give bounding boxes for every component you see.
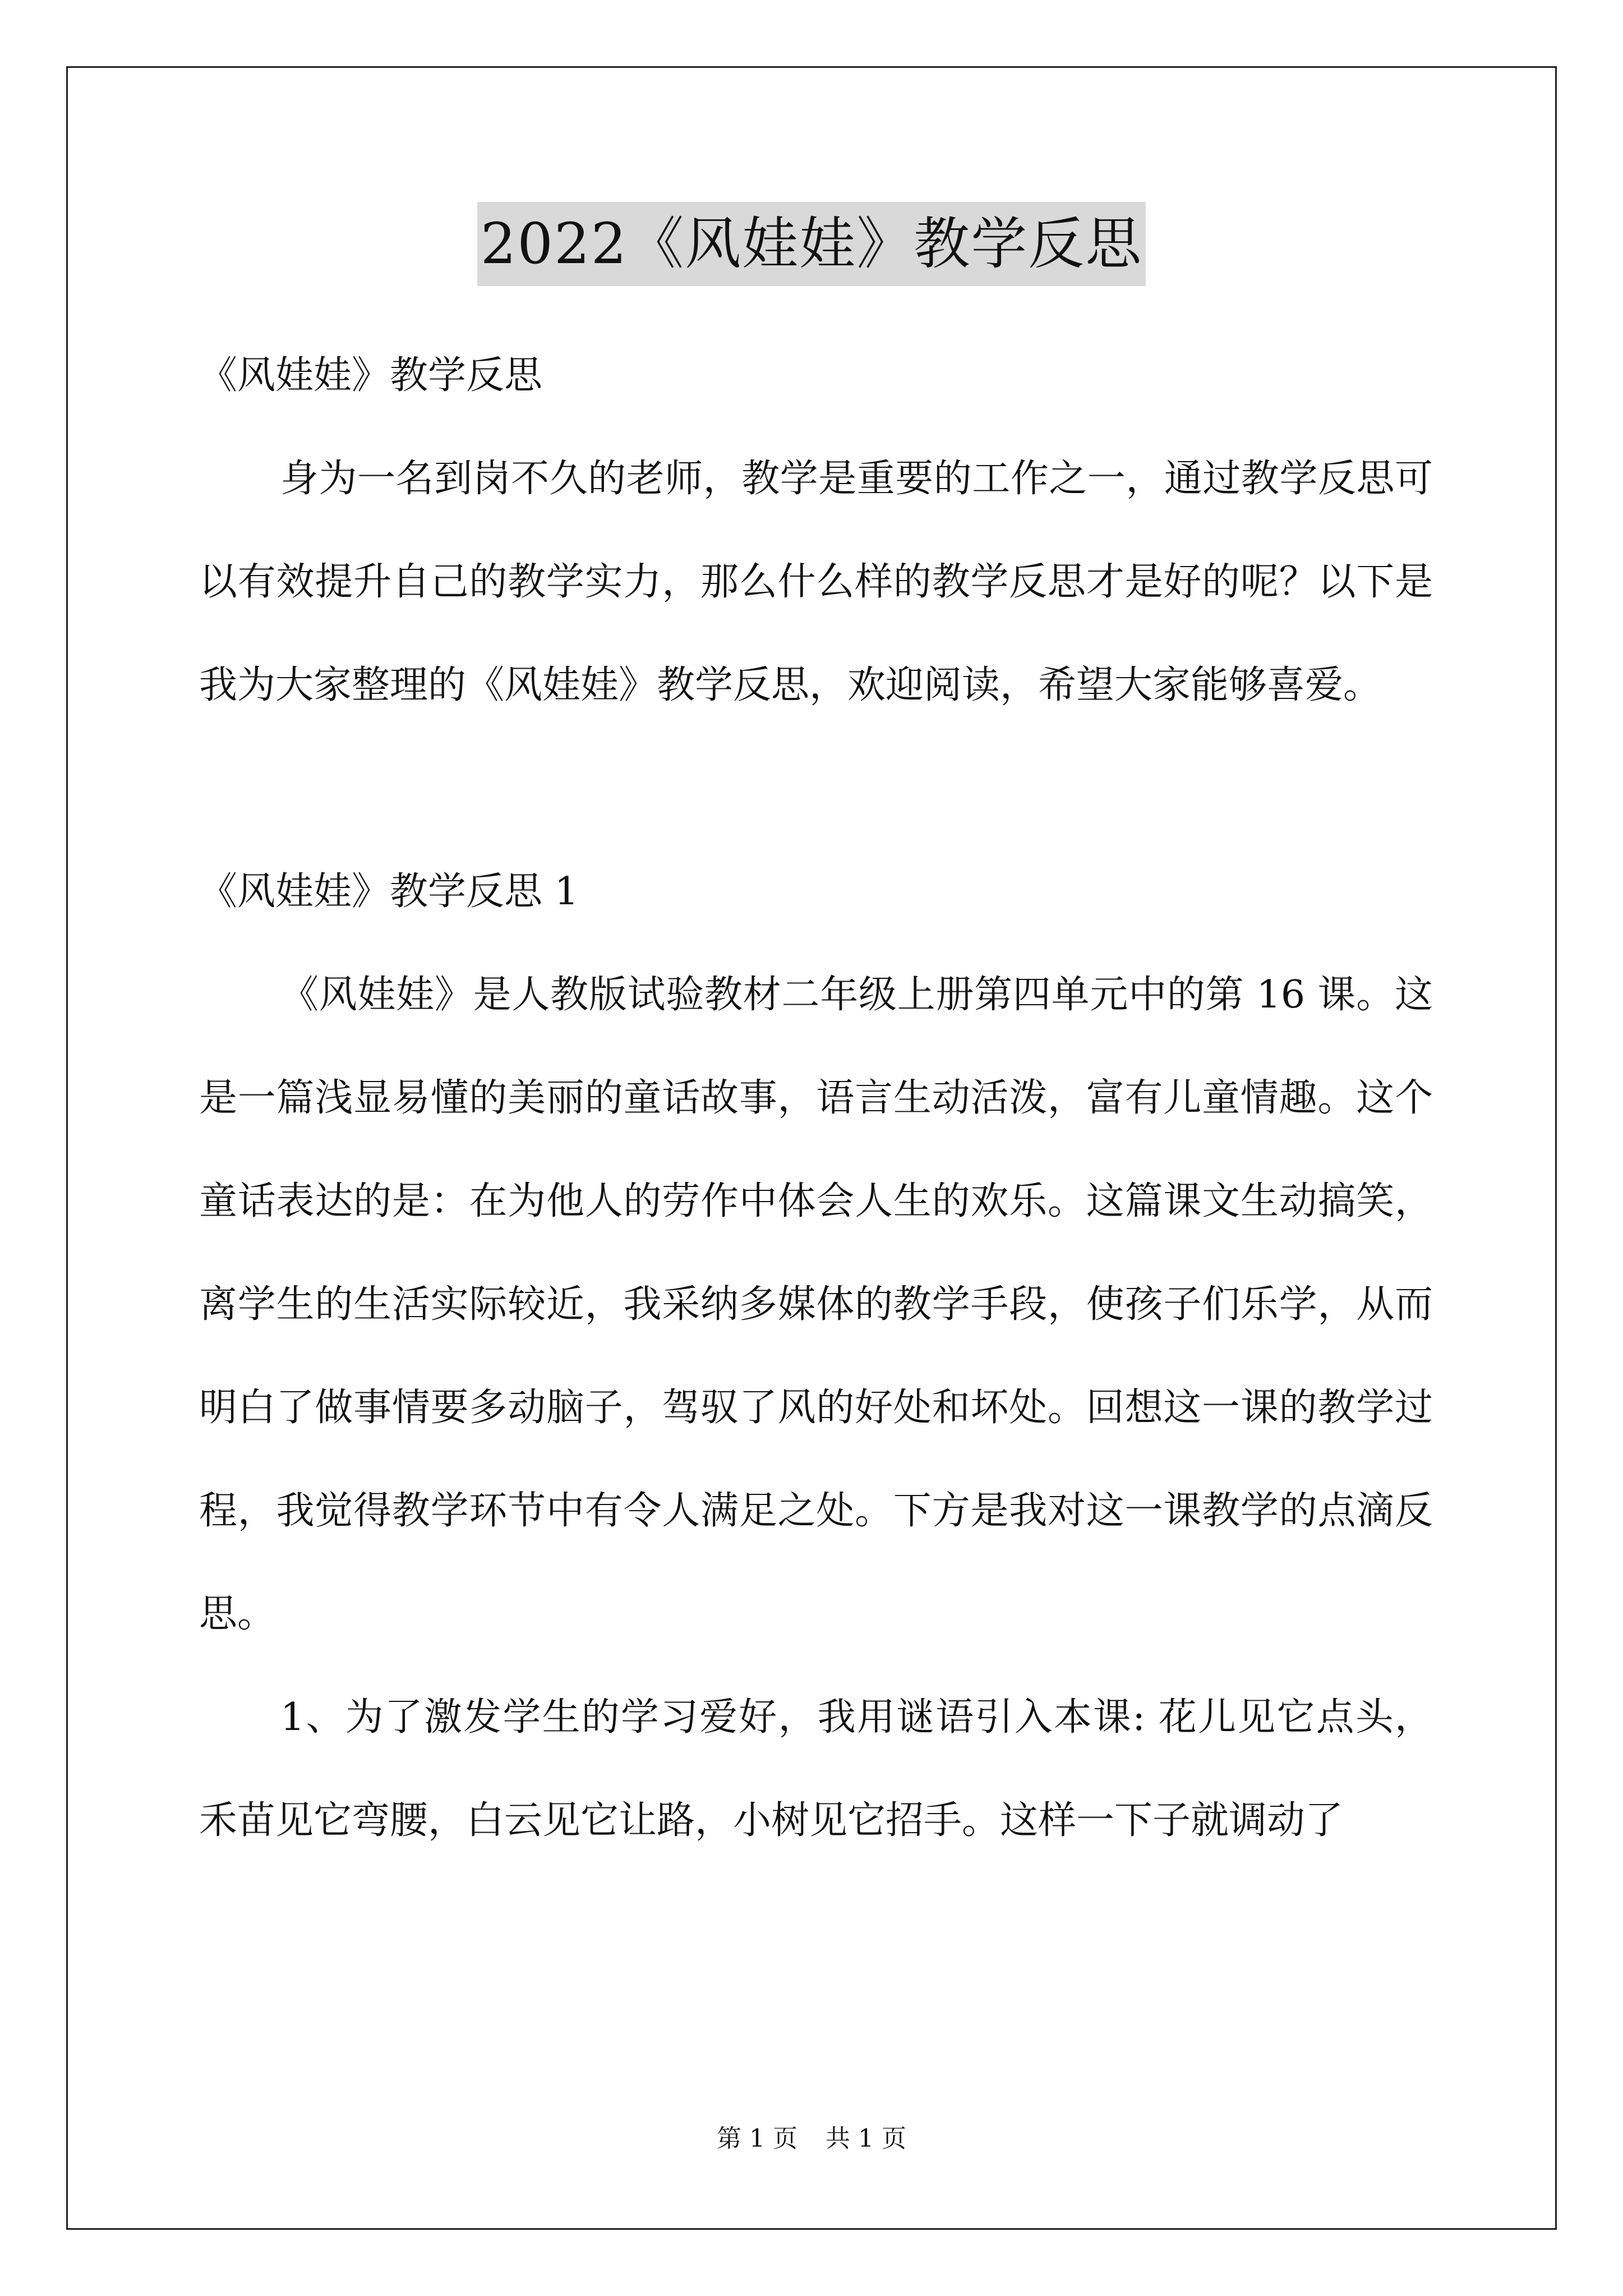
intro-paragraph: 身为一名到岗不久的老师，教学是重要的工作之一，通过教学反思可以有效提升自己的教学实力，那么什么样的教学反思才是好的呢？以下是我为大家整理的《风娃娃》教学反思，欢迎阅读，希望大家能够喜爱。 (199, 457, 1433, 707)
section-heading-intro: 《风娃娃》教学反思 (199, 353, 543, 398)
section-heading-1: 《风娃娃》教学反思 1 (199, 869, 579, 914)
section-1-paragraph-1: 《风娃娃》是人教版试验教材二年级上册第四单元中的第 16 课。这是一篇浅显易懂的美丽的童话故事，语言生动活泼，富有儿童情趣。这个童话表达的是：在为他人的劳作中体会人生的欢乐。这篇课文生动搞笑，离学生的生活实际较近，我采纳多媒体的教学手段，使孩子们乐学，从而明白了做事情要多动脑子，驾驭了风的好处和坏处。回想这一课的教学过程，我觉得教学环节中有令人满足之处。下方是我对这一课教学的点滴反思。 (199, 973, 1433, 1636)
page-total: 共 1 页 (826, 2124, 906, 2153)
page-number: 第 1 页 (717, 2124, 797, 2153)
document-title: 2022《风娃娃》教学反思 (477, 202, 1146, 286)
section-gap (199, 737, 1433, 840)
page-footer (0, 2122, 1623, 2156)
section-1-paragraph-2: 1、为了激发学生的学习爱好，我用谜语引入本课: 花儿见它点头，禾苗见它弯腰，白云见它让路，小树见它招手。这样一下子就调动了 (199, 1695, 1433, 1843)
document-body (199, 324, 1433, 1872)
title-wrap (0, 202, 1623, 286)
